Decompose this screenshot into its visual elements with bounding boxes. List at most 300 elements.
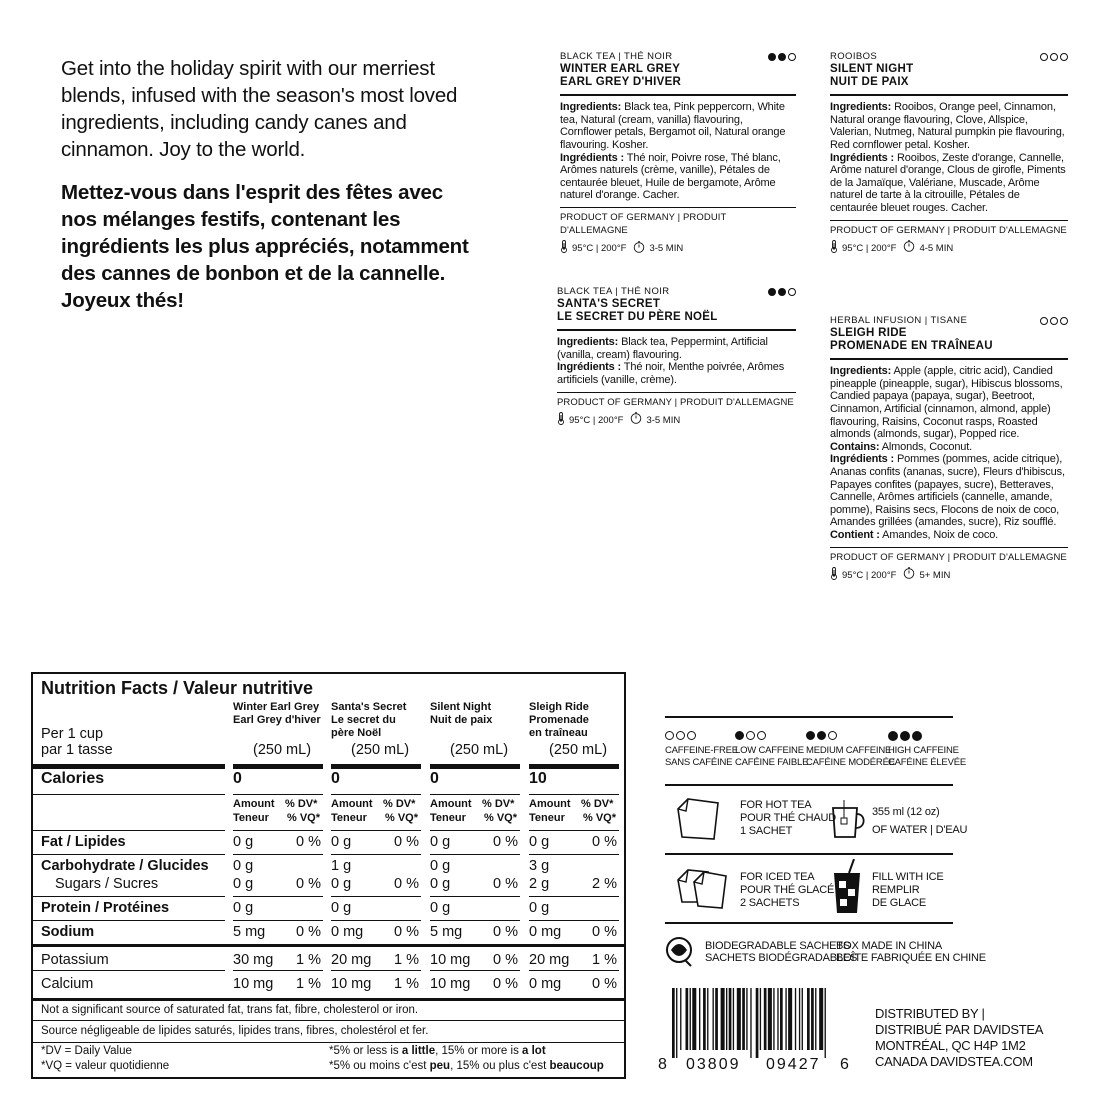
legend-rule [665, 922, 953, 924]
calcium-amount: 0 mg [529, 976, 562, 992]
calcium-percent: 1 % [394, 976, 419, 992]
table-rule [33, 1042, 624, 1043]
timer-icon [903, 567, 915, 583]
caffeine-legend-item [665, 731, 696, 740]
footnote-part: a lot [522, 1045, 546, 1057]
ingredients-text: Black tea, Pink peppercorn, White tea, Natural (cream, vanilla) flavouring, Cornflower petals, Bergamot oil, Natural orange flavouring. Kosher. [560, 101, 786, 151]
brew-info [830, 567, 1068, 584]
fat-percent: 0 % [394, 834, 419, 850]
footnote-part: peu [429, 1060, 451, 1072]
tea-category: BLACK TEA | THÉ NOIR [560, 51, 673, 62]
sugars-amount: 0 g [430, 876, 451, 892]
caffeine-dot [900, 731, 910, 741]
fill-ice-line-1: FILL WITH ICE [872, 871, 944, 883]
barcode-bar [742, 988, 745, 1050]
carb-amount: 0 g [233, 858, 254, 874]
table-rule [430, 896, 520, 897]
caffeine-dots-icon [665, 731, 696, 740]
amount-label: Amount [233, 798, 275, 810]
barcode-digits-right: 09427 [766, 1056, 821, 1073]
table-rule [331, 970, 421, 971]
caffeine-legend-item [888, 731, 922, 741]
contains-english [830, 441, 1068, 454]
nutrition-column-name: Sleigh Ride Promenade en traîneau [529, 701, 589, 739]
caffeine-dot [1060, 53, 1068, 61]
potassium-percent: 1 % [296, 952, 321, 968]
ingredients-fr-text: Rooibos, Zeste d'orange, Cannelle, Arôme naturel d'orange, Clous de girofle, Piments de la Jamaïque, Valériane, Muscade, Arôme naturel de tarte à la citrouille, Pétales de centaurée bleuet rouges. Cacher. [830, 151, 1066, 214]
amount-label: Amount [331, 798, 373, 810]
brew-info [560, 240, 796, 257]
divider [557, 329, 796, 331]
brew-temperature: 95°C | 200°F [842, 242, 897, 254]
caffeine-dot [1040, 317, 1048, 325]
thermometer-icon [830, 567, 838, 584]
table-rule [233, 896, 323, 897]
ingredients-fr-label: Ingrédients : [560, 151, 625, 164]
box-origin-french: BOÎTE FABRIQUÉE EN CHINE [836, 952, 986, 964]
ingredients-label: Ingredients: [560, 101, 622, 114]
serving-size: (250 mL) [450, 742, 509, 758]
tea-name-french: PROMENADE EN TRAÎNEAU [830, 339, 993, 352]
barcode-bar [795, 988, 796, 1050]
barcode-bar [746, 988, 747, 1050]
ingredients-french [560, 152, 796, 202]
dv-label: % DV* [285, 798, 318, 810]
percent-guide-french [329, 1060, 604, 1072]
divider [830, 547, 1068, 548]
potassium-percent: 1 % [592, 952, 617, 968]
caffeine-label-english: LOW CAFFEINE [735, 745, 804, 756]
intro-english: Get into the holiday spirit with our merriest blends, infused with the season's most loved ingredients, including candy canes and cinnamon. Joy to the world. [61, 57, 458, 161]
tea-name-french: LE SECRET DU PÈRE NOËL [557, 310, 718, 323]
tea-name-english: SILENT NIGHT [830, 63, 914, 76]
caffeine-dot [746, 731, 755, 740]
timer-icon [630, 412, 642, 428]
footnote-part: a little [401, 1045, 436, 1057]
table-rule [233, 970, 323, 971]
sugars-amount: 0 g [331, 876, 352, 892]
tea-name-english: SANTA'S SECRET [557, 298, 661, 311]
teneur-label: Teneur [529, 812, 565, 824]
ingredients-text: Rooibos, Orange peel, Cinnamon, Natural orange flavouring, Clove, Allspice, Valerian, Nutmeg, Natural pumpkin pie flavouring, Red cornflower petal. Kosher. [830, 101, 1065, 151]
recycle-leaf-icon [665, 934, 695, 973]
barcode-bar [703, 988, 706, 1050]
caffeine-dot [735, 731, 744, 740]
hot-tea-line-1: FOR HOT TEA [740, 799, 812, 811]
divider [560, 207, 796, 208]
sugars-amount: 2 g [529, 876, 550, 892]
per-serving-english: Per 1 cup [41, 726, 104, 742]
tea-card-winter-earl-grey [560, 50, 796, 258]
table-rule [33, 830, 225, 831]
nutrition-column-name: Winter Earl Grey Earl Grey d'hiver [233, 701, 321, 726]
potassium-percent: 0 % [493, 952, 518, 968]
potassium-label: Potassium [41, 952, 109, 968]
barcode-bar [715, 988, 718, 1050]
thermometer-icon [830, 240, 838, 257]
contains-french [830, 529, 1068, 542]
caffeine-dot [828, 731, 837, 740]
calories-label: Calories [41, 770, 105, 787]
ingredients-fr-label: Ingrédients : [557, 361, 622, 374]
product-origin: PRODUCT OF GERMANY | PRODUIT D'ALLEMAGNE [557, 396, 794, 408]
calories-value: 0 [233, 770, 242, 787]
nutrition-facts-table [31, 672, 626, 1079]
calcium-percent: 1 % [296, 976, 321, 992]
caffeine-dot [1050, 317, 1058, 325]
table-rule [529, 896, 619, 897]
table-rule [233, 830, 323, 831]
table-rule [331, 794, 421, 795]
water-label: OF WATER | D'EAU [872, 824, 968, 836]
barcode-bar [777, 988, 778, 1050]
sugars-percent: 0 % [394, 876, 419, 892]
ingredients-fr-text: Thé noir, Menthe poivrée, Arômes artificiels (vanille, crème). [557, 361, 785, 386]
caffeine-dot [676, 731, 685, 740]
vq-label: % VQ* [583, 812, 617, 824]
barcode-bar [785, 988, 786, 1050]
fat-amount: 0 g [430, 834, 451, 850]
footnote-part: beaucoup [549, 1060, 604, 1072]
caffeine-dot [788, 288, 796, 296]
fat-percent: 0 % [493, 834, 518, 850]
caffeine-dot [778, 53, 786, 61]
caffeine-dot [665, 731, 674, 740]
barcode-bar [692, 988, 696, 1050]
table-rule [331, 854, 421, 855]
brew-time: 4-5 MIN [919, 242, 954, 254]
tea-name-english: SLEIGH RIDE [830, 327, 907, 340]
calcium-amount: 10 mg [331, 976, 372, 992]
barcode-bar [802, 988, 803, 1050]
sodium-amount: 5 mg [430, 924, 463, 940]
barcode-bar [733, 988, 734, 1050]
hot-tea-line-3: 1 SACHET [740, 825, 793, 837]
caffeine-dot [1040, 53, 1048, 61]
barcode-bar [707, 988, 708, 1050]
amount-label: Amount [529, 798, 571, 810]
table-rule [331, 920, 421, 921]
protein-amount: 0 g [331, 900, 352, 916]
ingredients-label: Ingredients: [557, 336, 619, 349]
fat-amount: 0 g [233, 834, 254, 850]
brew-temperature: 95°C | 200°F [842, 569, 897, 581]
hot-tea-line-2: POUR THÉ CHAUD [740, 812, 837, 824]
contient-text: Amandes, Noix de coco. [882, 528, 999, 541]
vq-label: % VQ* [385, 812, 419, 824]
footnote-french: Source négligeable de lipides saturés, lipides trans, fibres, cholestérol et fer. [41, 1025, 429, 1037]
caffeine-dot [912, 731, 922, 741]
fat-percent: 0 % [592, 834, 617, 850]
brew-temperature: 95°C | 200°F [572, 243, 627, 255]
ingredients-fr-label: Ingrédients : [830, 453, 895, 466]
barcode-digit-first: 8 [658, 1056, 668, 1073]
table-rule [430, 794, 520, 795]
table-rule [33, 998, 624, 1001]
caffeine-label-english: HIGH CAFFEINE [888, 745, 959, 756]
iced-tea-line-2: POUR THÉ GLACÉ [740, 884, 835, 896]
caffeine-label-english: CAFFEINE-FREE [665, 745, 738, 756]
biodegradable-french: SACHETS BIODÉGRADABLES [705, 952, 858, 964]
table-rule [233, 794, 323, 795]
carb-label: Carbohydrate / Glucides [41, 858, 209, 874]
table-rule [430, 830, 520, 831]
ingredients-label: Ingredients: [830, 101, 892, 114]
divider [830, 220, 1068, 221]
ingredients-french [557, 361, 796, 386]
caffeine-legend-item [735, 731, 766, 740]
barcode-bar [672, 988, 675, 1058]
contains-label: Contains: [830, 440, 880, 453]
calcium-percent: 0 % [493, 976, 518, 992]
caffeine-label-french: CAFÉINE FAIBLE [735, 757, 809, 768]
barcode-bar [756, 988, 759, 1058]
table-rule [233, 854, 323, 855]
contains-text: Almonds, Coconut. [881, 440, 973, 453]
divider [830, 358, 1068, 360]
ingredients-french [830, 152, 1068, 215]
table-rule [33, 854, 225, 855]
table-rule [33, 920, 225, 921]
nutrition-column-name: Silent Night Nuit de paix [430, 701, 493, 726]
serving-size: (250 mL) [253, 742, 312, 758]
iced-glass-icon [830, 859, 864, 920]
nutrition-column-name: Santa's Secret Le secret du père Noël [331, 701, 407, 739]
teneur-label: Teneur [331, 812, 367, 824]
dv-label: % DV* [482, 798, 515, 810]
caffeine-dot [788, 53, 796, 61]
ingredients-text: Apple (apple, citric acid), Candied pineapple (pineapple, sugar), Hibiscus blossoms, Candied papaya (papaya, sugar), Beetroot, Cinnamon, Artificial (cinnamon, almond, apple) flavouring, Raisins, Coconut rasps, Roasted almonds (almonds, sugar), Popped rice. [830, 365, 1063, 441]
table-rule [233, 764, 323, 769]
sodium-percent: 0 % [394, 924, 419, 940]
sodium-percent: 0 % [296, 924, 321, 940]
dv-label: % DV* [383, 798, 416, 810]
carb-amount: 3 g [529, 858, 550, 874]
protein-amount: 0 g [233, 900, 254, 916]
table-rule [430, 764, 520, 769]
table-rule [430, 970, 520, 971]
barcode-bar [825, 988, 826, 1058]
barcode-bar [721, 988, 725, 1050]
amount-label: Amount [430, 798, 472, 810]
barcode-bar [788, 988, 792, 1050]
ingredients-fr-text: Thé noir, Poivre rose, Thé blanc, Arômes naturels (crème, vanille), Pétales de centaurée bleuet, Huile de bergamote, Arôme naturel d'orange. Cacher. [560, 151, 781, 202]
barcode-bar [799, 988, 800, 1050]
brew-info [830, 240, 1068, 257]
fat-percent: 0 % [296, 834, 321, 850]
footnote-part: *5% or less is [329, 1045, 402, 1057]
fat-amount: 0 g [331, 834, 352, 850]
divider [830, 94, 1068, 96]
table-rule [331, 896, 421, 897]
barcode-bar [773, 988, 774, 1050]
brew-time: 3-5 MIN [649, 243, 684, 255]
table-rule [529, 920, 619, 921]
sugars-amount: 0 g [233, 876, 254, 892]
potassium-amount: 10 mg [430, 952, 471, 968]
barcode-bar [713, 988, 714, 1050]
caffeine-dots-icon [888, 731, 922, 741]
barcode-bar [676, 988, 677, 1058]
biodegradable-english: BIODEGRADABLE SACHETS [705, 940, 850, 952]
vq-label: % VQ* [484, 812, 518, 824]
fill-ice-line-3: DE GLACE [872, 897, 927, 909]
caffeine-dots-icon [1040, 53, 1068, 61]
table-rule [529, 854, 619, 855]
barcode-bar [819, 988, 823, 1050]
ingredients-english [557, 336, 796, 361]
distributor-line-2: DISTRIBUÉ PAR DAVIDSTEA [875, 1022, 1044, 1037]
sugars-percent: 2 % [592, 876, 617, 892]
footnote-part: , 15% or more is [435, 1045, 523, 1057]
caffeine-dot [1060, 317, 1068, 325]
table-rule [529, 830, 619, 831]
barcode-bar [686, 988, 689, 1050]
ingredients-fr-text: Pommes (pommes, acide citrique), Ananas confits (ananas, sucre), Fleurs d'hibiscus, Papayes confites (papayes, sucre), Betteraves, Cannelle, Arômes artificiels (cannelle, amande, pomme), Raisins secs, Flocons de noix de coco, Amandes grillées (amandes, sucre), Riz soufflé. [830, 453, 1065, 529]
table-rule [33, 944, 624, 947]
sugars-percent: 0 % [296, 876, 321, 892]
ingredients-english [830, 101, 1068, 151]
table-rule [33, 794, 225, 795]
percent-guide-english [329, 1045, 546, 1057]
calcium-label: Calcium [41, 976, 94, 992]
caffeine-label-french: SANS CAFÉINE [665, 757, 733, 768]
table-rule [33, 1020, 624, 1021]
caffeine-dot [888, 731, 898, 741]
footnote-part: , 15% ou plus c'est [450, 1060, 550, 1072]
ingredients-english [560, 101, 796, 151]
per-serving-french: par 1 tasse [41, 742, 113, 758]
barcode-bar [690, 988, 691, 1050]
ingredients-french [830, 453, 1068, 529]
table-rule [529, 764, 619, 769]
barcode [664, 988, 860, 1058]
dv-definition: *DV = Daily Value [41, 1045, 132, 1057]
product-origin: PRODUCT OF GERMANY | PRODUIT D'ALLEMAGNE [830, 551, 1067, 563]
fat-label: Fat / Lipides [41, 834, 126, 850]
product-origin: PRODUCT OF GERMANY | PRODUIT D'ALLEMAGNE [560, 211, 727, 237]
caffeine-dot [1050, 53, 1058, 61]
sodium-percent: 0 % [592, 924, 617, 940]
carb-amount: 1 g [331, 858, 352, 874]
table-rule [33, 970, 225, 971]
teneur-label: Teneur [233, 812, 269, 824]
footnote-part: *5% ou moins c'est [329, 1060, 430, 1072]
tea-category: ROOIBOS [830, 51, 878, 62]
potassium-percent: 1 % [394, 952, 419, 968]
brew-time: 5+ MIN [919, 569, 951, 581]
sodium-amount: 0 mg [529, 924, 562, 940]
barcode-bar [764, 988, 767, 1050]
mug-icon [830, 800, 868, 845]
distributor-line-1: DISTRIBUTED BY | [875, 1006, 985, 1021]
barcode-bar [726, 988, 727, 1050]
thermometer-icon [560, 240, 568, 257]
caffeine-dots-icon [768, 53, 796, 61]
barcode-bar [680, 988, 681, 1050]
caffeine-dot [768, 288, 776, 296]
protein-amount: 0 g [529, 900, 550, 916]
caffeine-legend-item [806, 731, 837, 740]
tea-name-english: WINTER EARL GREY [560, 63, 681, 76]
table-rule [529, 970, 619, 971]
vq-definition: *VQ = valeur quotidienne [41, 1060, 170, 1072]
caffeine-dot [757, 731, 766, 740]
sugars-percent: 0 % [493, 876, 518, 892]
table-rule [430, 920, 520, 921]
vq-label: % VQ* [287, 812, 321, 824]
barcode-bar [729, 988, 732, 1050]
tea-card-silent-night [830, 50, 1068, 257]
legend-rule [665, 716, 953, 718]
barcode-bar [807, 988, 810, 1050]
sodium-percent: 0 % [493, 924, 518, 940]
tea-card-sleigh-ride [830, 314, 1068, 584]
table-rule [430, 854, 520, 855]
brew-temperature: 95°C | 200°F [569, 414, 624, 426]
caffeine-label-french: CAFÉINE MODÉRÉE [806, 757, 895, 768]
timer-icon [903, 240, 915, 256]
sodium-amount: 0 mg [331, 924, 364, 940]
tea-name-french: EARL GREY D'HIVER [560, 75, 682, 88]
dv-label: % DV* [581, 798, 614, 810]
brew-time: 3-5 MIN [646, 414, 681, 426]
barcode-bar [737, 988, 741, 1050]
footnote-english: Not a significant source of saturated fat, trans fat, fibre, cholesterol or iron. [41, 1004, 419, 1016]
caffeine-dot [806, 731, 815, 740]
calories-value: 0 [331, 770, 340, 787]
caffeine-dots-icon [735, 731, 766, 740]
divider [557, 392, 796, 393]
table-rule [33, 764, 225, 769]
barcode-bar [750, 988, 751, 1058]
caffeine-label-english: MEDIUM CAFFEINE [806, 745, 892, 756]
calories-value: 10 [529, 770, 547, 787]
two-sachets-icon [672, 866, 730, 917]
caffeine-dots-icon [768, 288, 796, 296]
caffeine-dots-icon [1040, 317, 1068, 325]
water-amount: 355 ml (12 oz) [872, 806, 940, 818]
barcode-bar [780, 988, 783, 1050]
tea-category: BLACK TEA | THÉ NOIR [557, 286, 670, 297]
caffeine-label-french: CAFÉINE ÉLEVÉE [888, 757, 966, 768]
protein-amount: 0 g [430, 900, 451, 916]
serving-size: (250 mL) [549, 742, 608, 758]
protein-label: Protein / Protéines [41, 900, 170, 916]
calories-value: 0 [430, 770, 439, 787]
thermometer-icon [557, 412, 565, 429]
fat-amount: 0 g [529, 834, 550, 850]
barcode-digits-left: 03809 [686, 1056, 741, 1073]
potassium-amount: 20 mg [331, 952, 372, 968]
distributor-line-3: MONTRÉAL, QC H4P 1M2 [875, 1038, 1026, 1053]
calcium-amount: 10 mg [233, 976, 274, 992]
box-origin-english: BOX MADE IN CHINA [836, 940, 943, 952]
ingredients-fr-label: Ingrédients : [830, 151, 895, 164]
caffeine-dot [687, 731, 696, 740]
nutrition-title: Nutrition Facts / Valeur nutritive [41, 678, 314, 698]
iced-tea-line-3: 2 SACHETS [740, 897, 800, 909]
barcode-bar [699, 988, 700, 1050]
caffeine-dot [768, 53, 776, 61]
ingredients-label: Ingredients: [830, 365, 892, 378]
product-origin: PRODUCT OF GERMANY | PRODUIT D'ALLEMAGNE [830, 224, 1067, 236]
contient-label: Contient : [830, 528, 880, 541]
tea-card-santas-secret [557, 285, 796, 429]
tea-name-french: NUIT DE PAIX [830, 75, 909, 88]
calcium-amount: 10 mg [430, 976, 471, 992]
divider [560, 94, 796, 96]
